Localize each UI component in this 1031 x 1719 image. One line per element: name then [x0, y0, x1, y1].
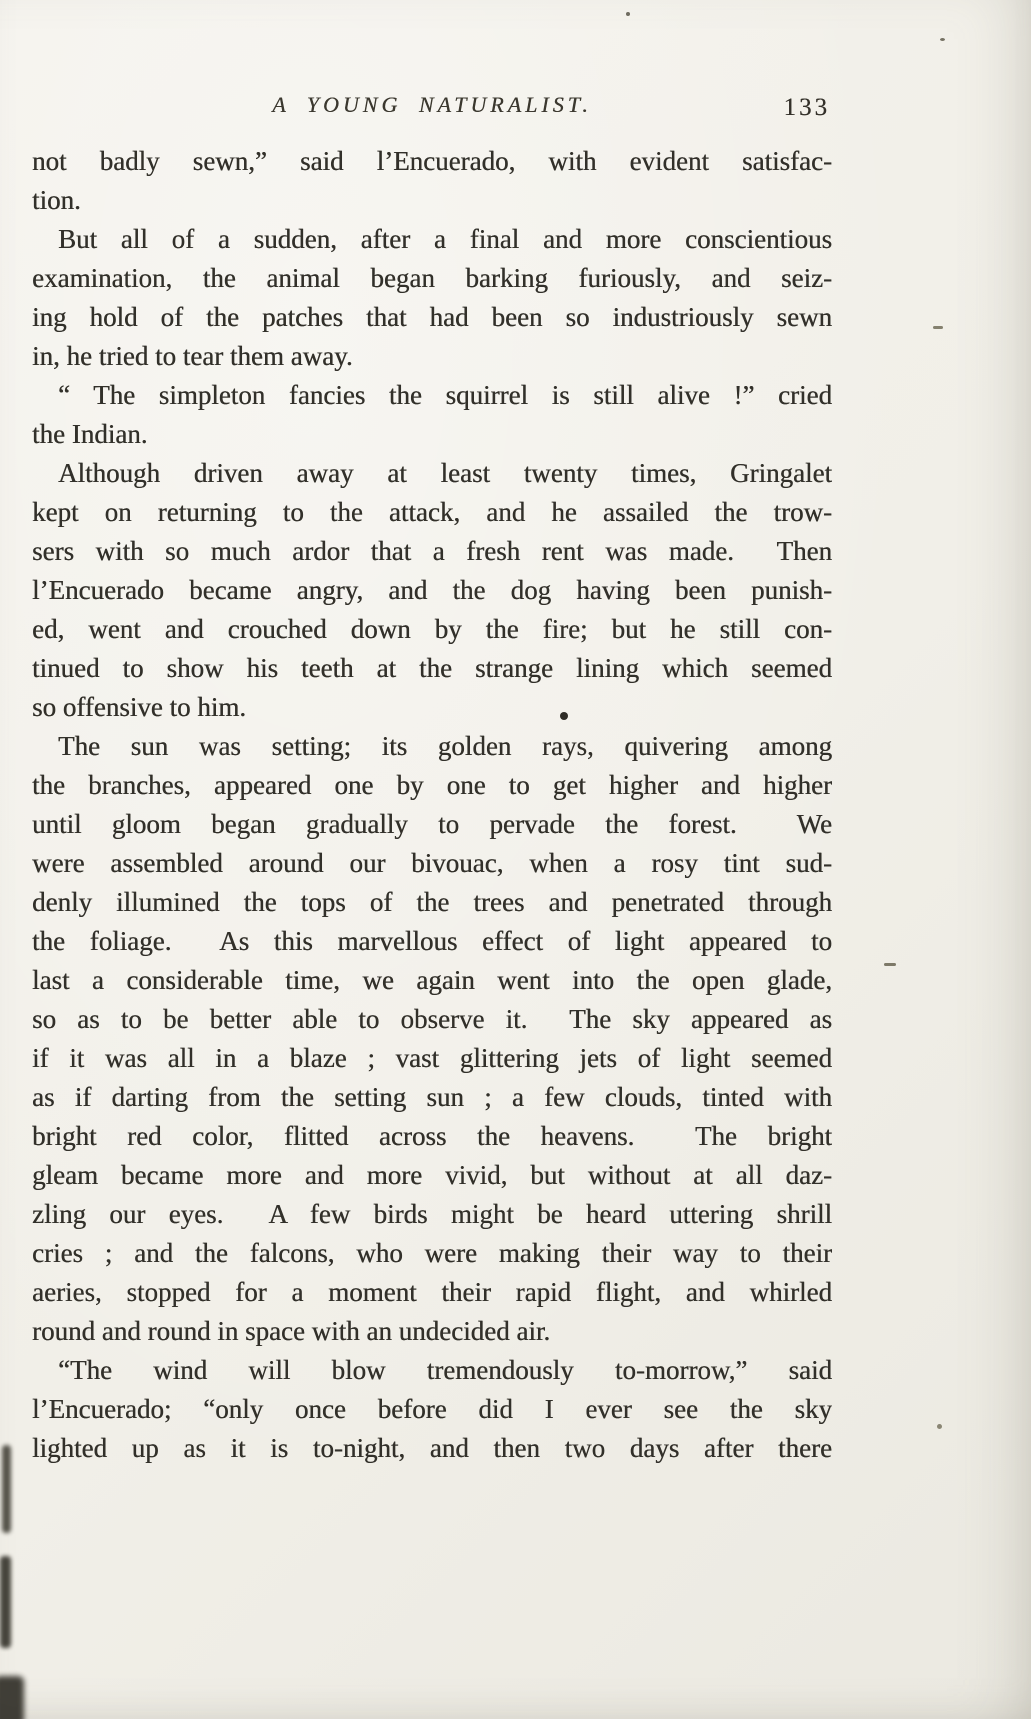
page-header — [32, 92, 832, 126]
text-line: denly illumined the tops of the trees and penetrated through — [32, 887, 832, 917]
text-line: so as to be better able to observe it. The sky appeared as — [32, 1004, 832, 1034]
text-line: as if darting from the setting sun ; a few clouds, tinted with — [32, 1082, 832, 1112]
scan-artifact-speck — [884, 963, 896, 966]
text-line: ed, went and crouched down by the fire; but he still con- — [32, 614, 832, 644]
paragraph — [32, 376, 832, 454]
text-line: gleam became more and more vivid, but without at all daz- — [32, 1160, 832, 1190]
text-block — [32, 142, 832, 1468]
text-line: l’Encuerado; “only once before did I ever see the sky — [32, 1394, 832, 1424]
text-line: not badly sewn,” said l’Encuerado, with evident satisfac- — [32, 146, 832, 176]
text-line: examination, the animal began barking furiously, and seiz- — [32, 263, 832, 293]
scan-artifact-speck — [933, 326, 943, 329]
text-line: l’Encuerado became angry, and the dog having been punish- — [32, 575, 832, 605]
text-line: if it was all in a blaze ; vast glittering jets of light seemed — [32, 1043, 832, 1073]
paragraph — [32, 220, 832, 376]
text-line: Although driven away at least twenty times, Gringalet — [58, 458, 832, 488]
text-line: last a considerable time, we again went into the open glade, — [32, 965, 832, 995]
text-line: aeries, stopped for a moment their rapid flight, and whirled — [32, 1277, 832, 1307]
text-line: kept on returning to the attack, and he assailed the trow- — [32, 497, 832, 527]
scan-artifact-speck — [940, 38, 945, 41]
text-line: in, he tried to tear them away. — [32, 341, 353, 371]
paragraph — [32, 454, 832, 727]
text-line: the Indian. — [32, 419, 148, 449]
text-line: bright red color, flitted across the heavens. The bright — [32, 1121, 832, 1151]
text-line: But all of a sudden, after a final and more conscientious — [58, 224, 832, 254]
text-line: cries ; and the falcons, who were making their way to their — [32, 1238, 832, 1268]
text-line: lighted up as it is to-night, and then two days after there — [32, 1433, 832, 1463]
text-line: The sun was setting; its golden rays, quivering among — [58, 731, 832, 761]
text-line: until gloom began gradually to pervade the forest. We — [32, 809, 832, 839]
text-line: “ The simpleton fancies the squirrel is still alive !” cried — [58, 380, 832, 410]
text-line: were assembled around our bivouac, when a rosy tint sud- — [32, 848, 832, 878]
text-line: round and round in space with an undecided air. — [32, 1316, 551, 1346]
text-line: the branches, appeared one by one to get higher and higher — [32, 770, 832, 800]
scan-artifact-speck — [626, 12, 630, 16]
paragraph — [32, 142, 832, 220]
text-line: ing hold of the patches that had been so industriously sewn — [32, 302, 832, 332]
text-line: zling our eyes. A few birds might be heard uttering shrill — [32, 1199, 832, 1229]
scan-artifact-blot — [0, 1676, 24, 1719]
text-line: the foliage. As this marvellous effect of light appeared to — [32, 926, 832, 956]
paragraph — [32, 727, 832, 1351]
paragraph — [32, 1351, 832, 1468]
running-title: A YOUNG NATURALIST. — [272, 92, 592, 117]
scan-artifact-speck — [937, 1424, 942, 1429]
text-line: so offensive to him. — [32, 692, 246, 722]
text-line: “The wind will blow tremendously to-morrow,” said — [58, 1355, 832, 1385]
text-line: tion. — [32, 185, 81, 215]
page-number: 133 — [783, 94, 830, 121]
text-line: sers with so much ardor that a fresh rent was made. Then — [32, 536, 832, 566]
scan-artifact-streak — [0, 1556, 11, 1648]
text-line: tinued to show his teeth at the strange lining which seemed — [32, 653, 832, 683]
scan-artifact-streak — [2, 1445, 11, 1533]
